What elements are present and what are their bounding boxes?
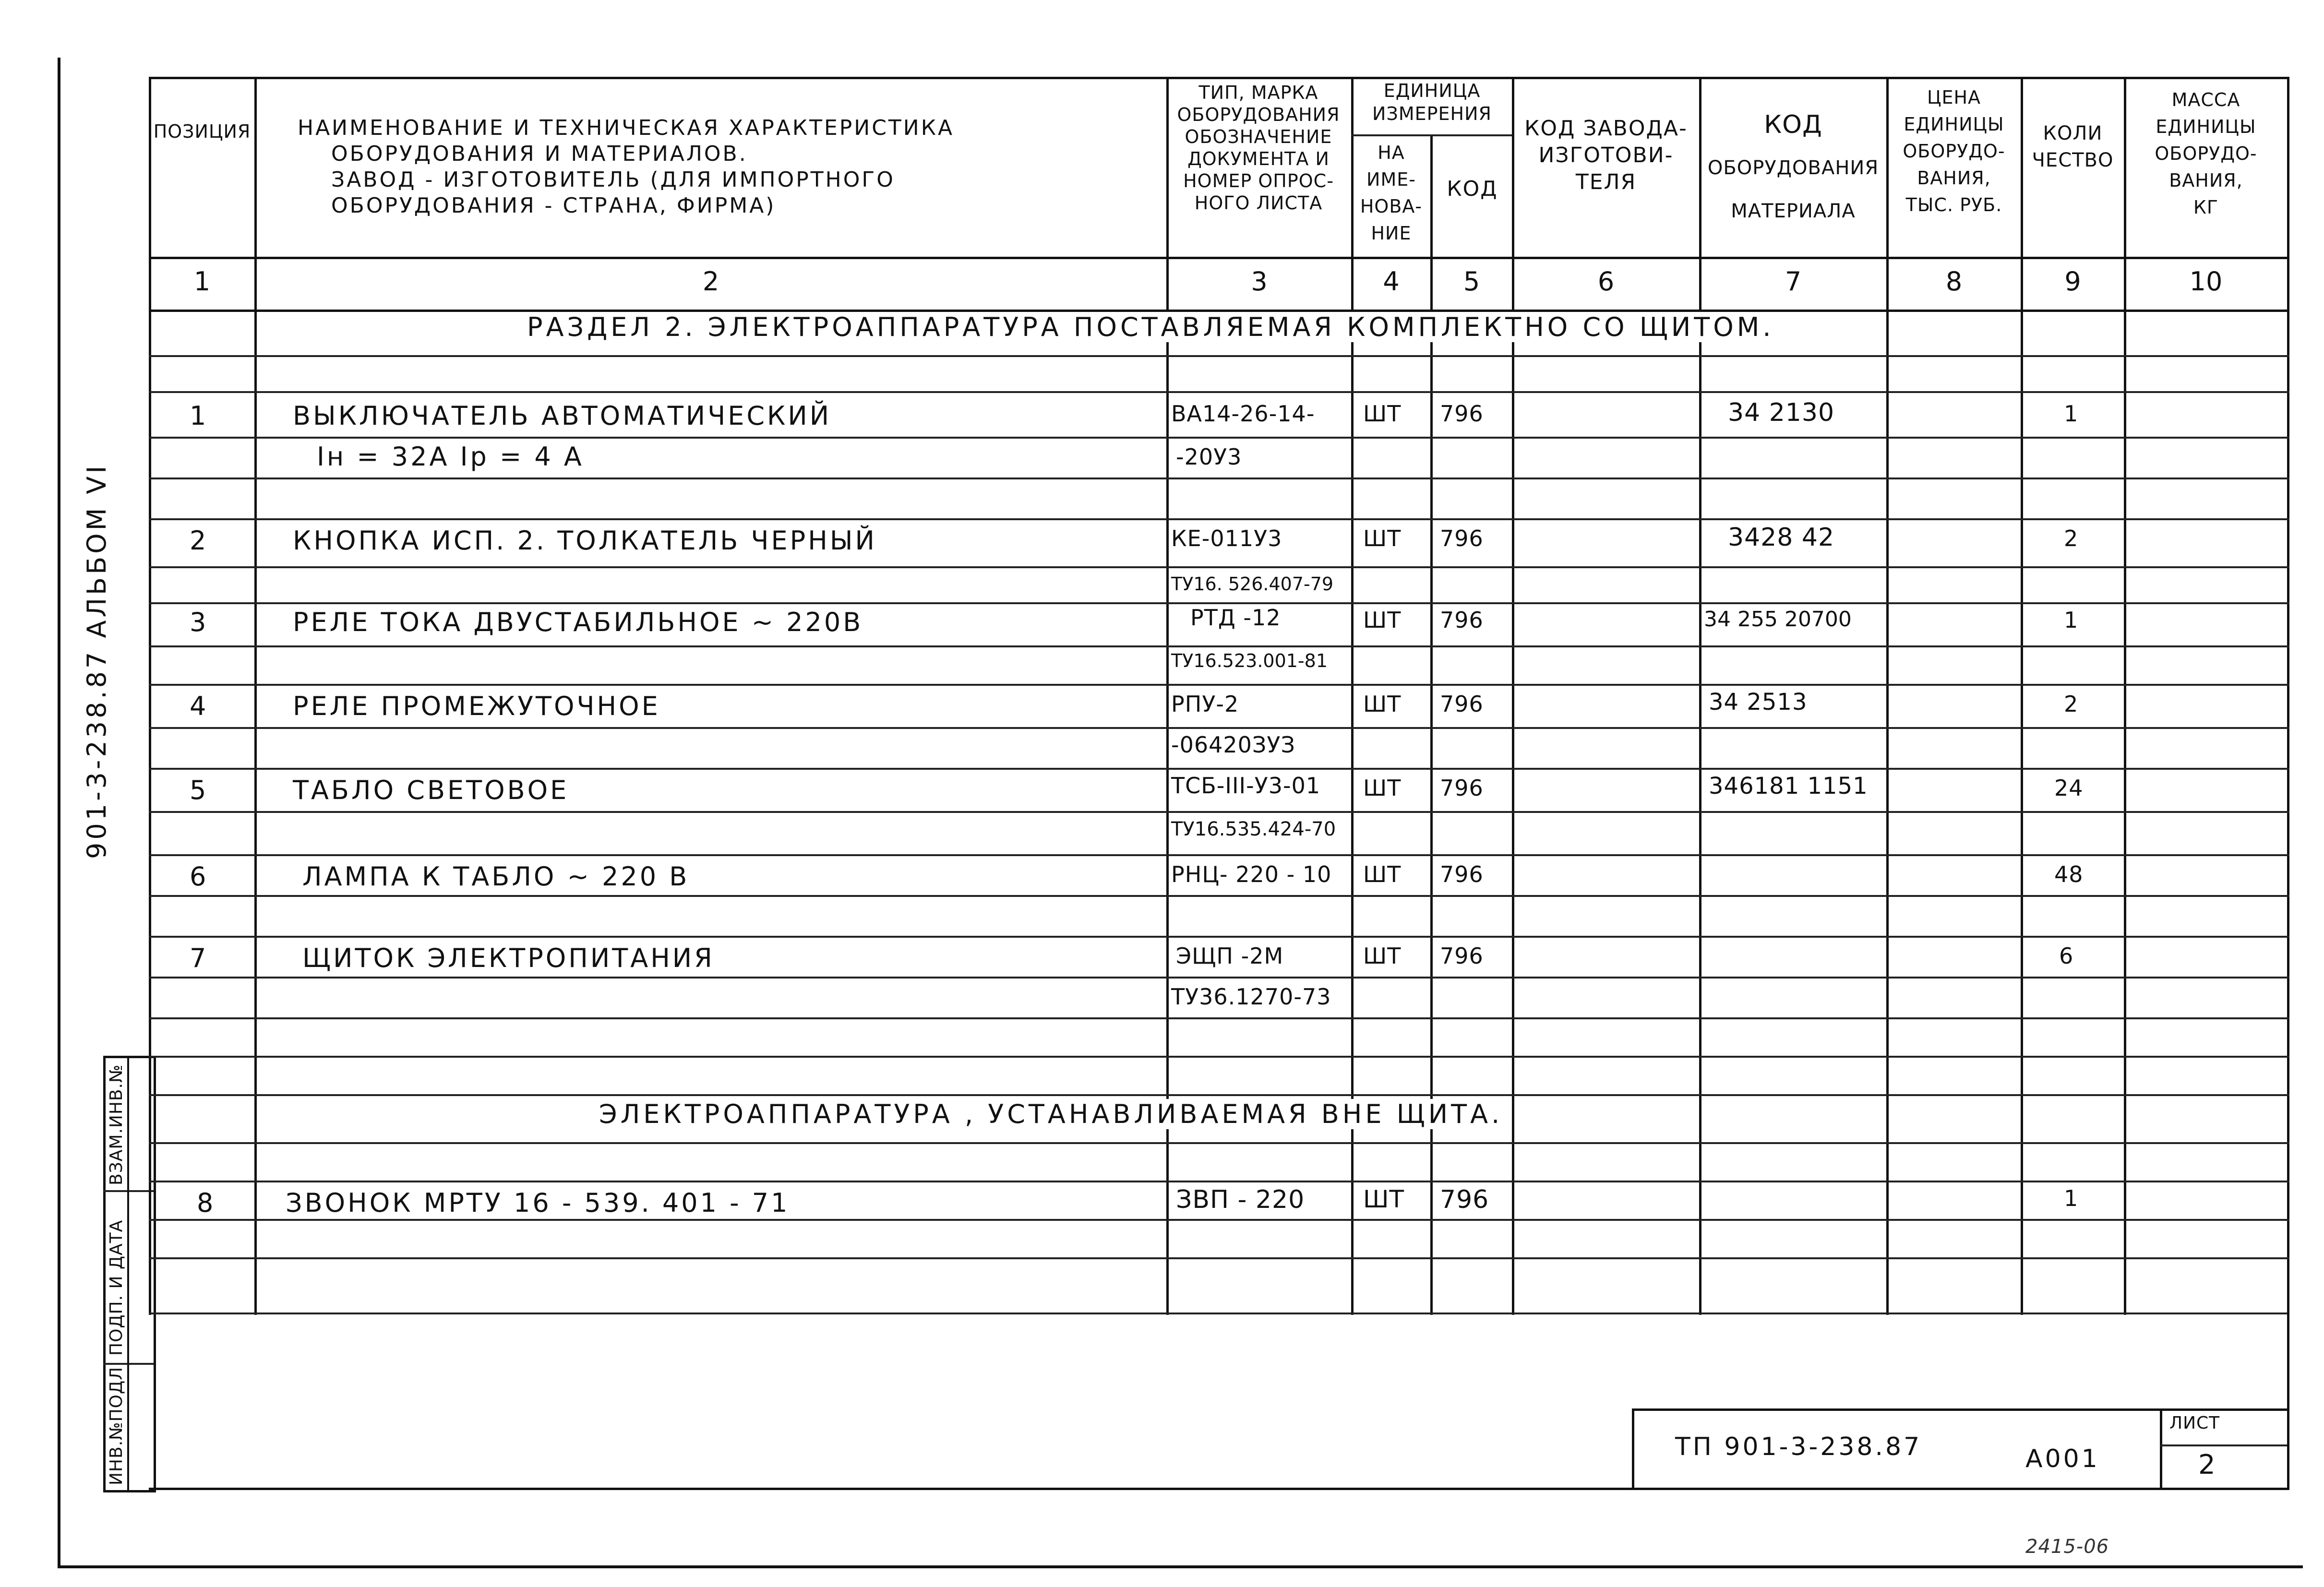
row-line: [149, 1017, 2289, 1019]
row-type: ЭЩП -2М: [1176, 943, 1284, 969]
row-unit: ШТ: [1363, 775, 1402, 801]
row-position: 5: [190, 775, 209, 805]
row-unit-code: 796: [1440, 943, 1484, 969]
col-line: [1351, 77, 1354, 1315]
header-unit-name-line: ИМЕ-: [1366, 169, 1416, 190]
header-factory-line: ИЗГОТОВИ-: [1538, 143, 1674, 167]
stamp-divider-v: [127, 1056, 129, 1490]
row-line: [149, 566, 2289, 568]
header-unit-line: ИЗМЕРЕНИЯ: [1372, 103, 1492, 124]
row-equip-code: 346181 1151: [1709, 773, 1868, 799]
col-number: 2: [702, 266, 719, 297]
row-unit-code: 796: [1440, 691, 1484, 717]
header-price-line: ЦЕНА: [1927, 87, 1981, 108]
row-name: РЕЛЕ ПРОМЕЖУТОЧНОЕ: [293, 691, 660, 721]
col-number: 9: [2064, 266, 2081, 297]
header-price: [1887, 84, 2021, 218]
row-qty: 1: [2064, 607, 2079, 633]
header-name-line: ЗАВОД - ИЗГОТОВИТЕЛЬ (ДЛЯ ИМПОРТНОГО: [331, 167, 895, 192]
row-name-extra: Iн = 32А Iр = 4 А: [317, 441, 584, 472]
row-unit: ШТ: [1363, 607, 1402, 633]
row-unit: ШТ: [1363, 861, 1402, 887]
row-type: ТСБ-III-У3-01: [1171, 773, 1321, 799]
header-type-line: ДОКУМЕНТА И: [1187, 148, 1330, 169]
row-line: [149, 645, 2289, 647]
row-position: 4: [190, 691, 209, 721]
row-type-extra: ТУ16. 526.407-79: [1171, 573, 1334, 595]
row-type: КЕ-011У3: [1171, 525, 1282, 551]
row-line: [149, 895, 2289, 897]
row-line: [149, 936, 2289, 938]
header-factory-code: [1513, 115, 1699, 196]
row-line: [149, 477, 2289, 479]
row-type: ВА14-26-14-: [1171, 401, 1315, 427]
row-unit: ШТ: [1363, 1185, 1405, 1213]
header-type-line: НОМЕР ОПРОС-: [1183, 170, 1334, 191]
col-line: [1166, 77, 1169, 1315]
header-equip-line: КОД: [1764, 110, 1822, 139]
section-heading: РАЗДЕЛ 2. ЭЛЕКТРОАППАРАТУРА ПОСТАВЛЯЕМАЯ КОМПЛЕКТНО СО ЩИТОМ.: [523, 312, 1778, 342]
row-unit-code: 796: [1440, 401, 1484, 427]
row-unit-code: 796: [1440, 1185, 1489, 1214]
col-number: 10: [2189, 266, 2223, 297]
row-name: ВЫКЛЮЧАТЕЛЬ АВТОМАТИЧЕСКИЙ: [293, 401, 832, 431]
row-equip-code: 34 255 20700: [1704, 607, 1852, 632]
col-number: 4: [1383, 266, 1400, 297]
header-price-line: ОБОРУДО-: [1903, 141, 2005, 162]
header-unit-line: ЕДИНИЦА: [1383, 80, 1481, 101]
unit-group-line: [1351, 134, 1512, 136]
col-line: [1699, 77, 1701, 1315]
header-equip-line: МАТЕРИАЛА: [1731, 200, 1856, 222]
sheet-number: 2: [2198, 1449, 2218, 1480]
row-equip-code: 34 2513: [1709, 689, 1808, 716]
row-line: [149, 1181, 2289, 1182]
row-position: 6: [190, 861, 209, 892]
header-unit-group: [1352, 79, 1512, 125]
row-qty: 1: [2064, 401, 2079, 427]
row-line: [149, 684, 2289, 686]
row-type: ЗВП - 220: [1176, 1185, 1305, 1214]
row-line: [149, 1142, 2289, 1144]
col-line: [254, 77, 257, 1315]
header-equip-line: ОБОРУДОВАНИЯ: [1707, 157, 1879, 179]
doc-number: ТП 901-3-238.87: [1675, 1432, 1922, 1461]
col-number: 8: [1945, 266, 1963, 297]
col-line: [1886, 77, 1889, 1315]
row-unit: ШТ: [1363, 401, 1402, 427]
header-type: [1167, 82, 1350, 214]
stamp-podp: ПОДП. И ДАТА: [107, 1219, 126, 1356]
sheet-label: ЛИСТ: [2169, 1413, 2220, 1433]
row-type-extra: ТУ36.1270-73: [1171, 984, 1331, 1010]
row-line: [149, 1257, 2289, 1259]
header-mass-line: ЕДИНИЦЫ: [2156, 116, 2256, 137]
header-position: ПОЗИЦИЯ: [153, 121, 251, 142]
row-line: [149, 518, 2289, 520]
header-unit-name: [1352, 139, 1430, 247]
row-line: [149, 391, 2289, 393]
row-type: РПУ-2: [1171, 691, 1239, 717]
row-equip-code: 34 2130: [1728, 398, 1835, 427]
row-position: 1: [190, 401, 209, 431]
header-qty-line: ЧЕСТВО: [2032, 149, 2114, 171]
col-number: 6: [1597, 266, 1615, 297]
row-line: [149, 811, 2289, 813]
stamp-vzam: ВЗАМ.ИНВ.№: [107, 1064, 126, 1185]
row-line: [149, 1056, 2289, 1058]
row-qty: 24: [2054, 775, 2084, 801]
col-number: 1: [193, 266, 211, 297]
header-factory-line: ТЕЛЯ: [1575, 170, 1637, 194]
row-name: РЕЛЕ ТОКА ДВУСТАБИЛЬНОЕ ~ 220В: [293, 607, 863, 637]
header-mass: [2125, 86, 2287, 221]
header-name: [298, 115, 1162, 219]
row-name: ЛАМПА К ТАБЛО ~ 220 В: [302, 861, 690, 892]
doc-code: А001: [2025, 1444, 2100, 1473]
row-name: ТАБЛО СВЕТОВОЕ: [293, 775, 569, 805]
header-type-line: НОГО ЛИСТА: [1194, 192, 1323, 214]
row-type-extra: ТУ16.523.001-81: [1171, 650, 1328, 671]
row-qty: 1: [2064, 1185, 2079, 1211]
row-equip-code: 3428 42: [1728, 523, 1835, 552]
footer-note: 2415-06: [2025, 1536, 2109, 1558]
row-unit-code: 796: [1440, 525, 1484, 551]
title-block-divider: [2160, 1408, 2162, 1490]
col-number: 7: [1785, 266, 1802, 297]
row-type-extra: -06420ЗУЗ: [1171, 732, 1295, 758]
row-type-extra: -20У3: [1176, 444, 1242, 470]
row-position: 8: [197, 1188, 216, 1218]
header-name-line: ОБОРУДОВАНИЯ - СТРАНА, ФИРМА): [331, 193, 776, 218]
row-unit-code: 796: [1440, 861, 1484, 887]
header-bottom-line: [149, 257, 2289, 259]
row-line: [149, 1094, 2289, 1096]
row-type: РНЦ- 220 - 10: [1171, 861, 1332, 887]
header-type-line: ТИП, МАРКА: [1198, 82, 1318, 103]
header-unit-name-line: НИЕ: [1371, 223, 1412, 244]
header-mass-line: МАССА: [2171, 89, 2240, 110]
row-qty: 48: [2054, 861, 2084, 887]
header-mass-line: ОБОРУДО-: [2155, 143, 2257, 164]
header-type-line: ОБОЗНАЧЕНИЕ: [1185, 126, 1332, 147]
header-equip-code: [1700, 103, 1886, 233]
row-unit-code: 796: [1440, 775, 1484, 801]
row-line: [149, 1219, 2289, 1221]
row-position: 2: [190, 525, 209, 556]
row-qty: 6: [2059, 943, 2074, 969]
album-side-label: 901-3-238.87 АЛЬБОМ VI: [82, 463, 112, 859]
row-line: [149, 854, 2289, 856]
title-block-divider: [2160, 1444, 2287, 1446]
col-number: 5: [1463, 266, 1480, 297]
section-heading: ЭЛЕКТРОАППАРАТУРА , УСТАНАВЛИВАЕМАЯ ВНЕ ЩИТА.: [595, 1099, 1507, 1129]
header-mass-line: ВАНИЯ,: [2169, 170, 2243, 191]
header-qty: [2022, 120, 2124, 174]
row-unit: ШТ: [1363, 525, 1402, 551]
col-line: [2021, 77, 2023, 1315]
row-line: [149, 355, 2289, 357]
header-price-line: ТЫС. РУБ.: [1905, 194, 2002, 215]
header-unit-name-line: НА: [1378, 142, 1405, 163]
header-price-line: ЕДИНИЦЫ: [1904, 114, 2004, 135]
row-line: [149, 602, 2289, 604]
header-qty-line: КОЛИ: [2043, 122, 2103, 144]
row-unit: ШТ: [1363, 691, 1402, 717]
header-name-line: ОБОРУДОВАНИЯ И МАТЕРИАЛОВ.: [331, 142, 748, 166]
row-unit: ШТ: [1363, 943, 1402, 969]
col-number: 3: [1251, 266, 1268, 297]
row-name: КНОПКА ИСП. 2. ТОЛКАТЕЛЬ ЧЕРНЫЙ: [293, 525, 877, 556]
header-unit-name-line: НОВА-: [1360, 196, 1423, 217]
row-position: 3: [190, 607, 209, 637]
row-line: [149, 437, 2289, 439]
row-name: ЗВОНОК МРТУ 16 - 539. 401 - 71: [286, 1188, 790, 1218]
header-type-line: ОБОРУДОВАНИЯ: [1177, 104, 1340, 125]
row-qty: 2: [2064, 691, 2079, 717]
header-unit-code: КОД: [1447, 177, 1498, 201]
header-name-line: НАИМЕНОВАНИЕ И ТЕХНИЧЕСКАЯ ХАРАКТЕРИСТИКА: [298, 116, 955, 140]
row-line: [149, 1313, 2289, 1314]
row-qty: 2: [2064, 525, 2079, 551]
header-mass-line: КГ: [2193, 197, 2219, 218]
row-type-extra: ТУ16.535.424-70: [1171, 818, 1336, 840]
row-type: РТД -12: [1190, 605, 1281, 631]
header-price-line: ВАНИЯ,: [1917, 167, 1991, 189]
row-unit-code: 796: [1440, 607, 1484, 633]
col-line: [1512, 77, 1514, 1315]
stamp-inv: ИНВ.№ПОДЛ: [107, 1366, 126, 1485]
row-position: 7: [190, 943, 209, 973]
row-line: [149, 977, 2289, 978]
col-line: [2124, 77, 2126, 1315]
row-name: ЩИТОК ЭЛЕКТРОПИТАНИЯ: [302, 943, 715, 973]
header-factory-line: КОД ЗАВОДА-: [1524, 116, 1688, 141]
row-line: [149, 727, 2289, 729]
col-line: [149, 77, 151, 1315]
row-line: [149, 768, 2289, 770]
